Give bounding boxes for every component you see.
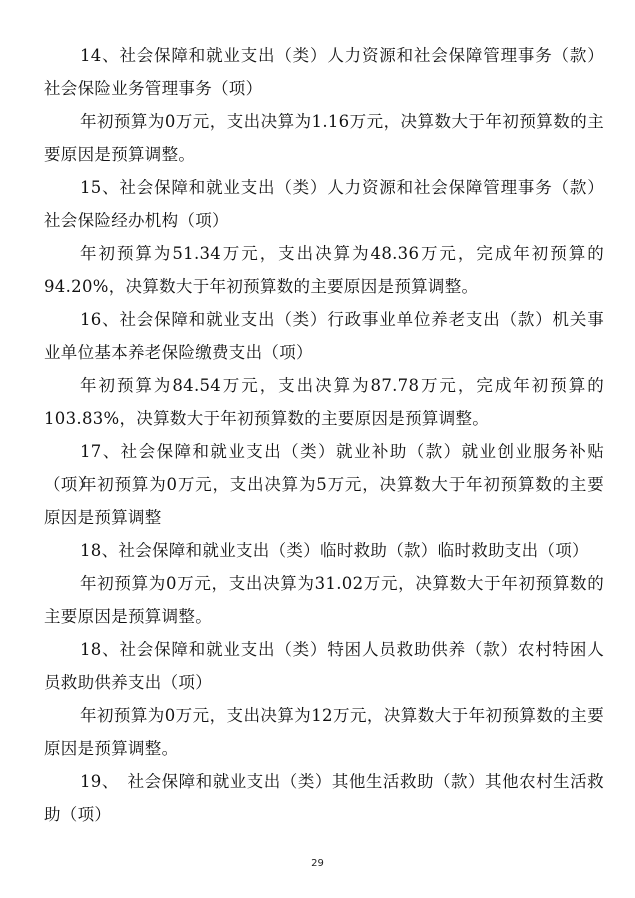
item-18-heading: 18、社会保障和就业支出（类）临时救助（款）临时救助支出（项） (80, 541, 589, 560)
item-14-heading: 14、社会保障和就业支出（类）人力资源和社会保障管理事务（款）社会保险业务管理事务（项） (44, 46, 604, 98)
item-19-heading: 19、 社会保障和就业支出（类）其他生活救助（款）其他农村生活救助（项） (44, 772, 604, 824)
item-15-heading: 15、社会保障和就业支出（类）人力资源和社会保障管理事务（款） 社会保险经办机构（项） (44, 178, 604, 230)
item-14-explanation: 年初预算为0万元，支出决算为1.16万元，决算数大于年初预算数的主要原因是预算调整。 (44, 112, 604, 164)
item-17-heading: 17、社会保障和就业支出（类）就业补助（款）就业创业服务补贴（项） (44, 442, 604, 494)
item-15-explanation: 年初预算为51.34万元，支出决算为48.36万元，完成年初预算的94.20%，决算数大于年初预算数的主要原因是预算调整。 (44, 244, 604, 296)
item-18b-explanation: 年初预算为0万元，支出决算为12万元，决算数大于年初预算数的主要原因是预算调整。 (44, 706, 604, 758)
item-16-explanation: 年初预算为84.54万元，支出决算为87.78万元，完成年初预算的103.83%，决算数大于年初预算数的主要原因是预算调整。 (44, 376, 604, 428)
item-16-heading: 16、社会保障和就业支出（类）行政事业单位养老支出（款）机关事业单位基本养老保险缴费支出（项） (44, 310, 604, 362)
item-17-explanation: 年初预算为0万元，支出决算为5万元，决算数大于年初预算数的主要原因是预算调整 (44, 475, 604, 527)
page-number: 29 (311, 858, 324, 869)
item-18-explanation: 年初预算为0万元，支出决算为31.02万元，决算数大于年初预算数的主要原因是预算调整。 (44, 574, 604, 626)
item-18b-heading: 18、社会保障和就业支出（类）特困人员救助供养（款）农村特困人员救助供养支出（项） (44, 640, 604, 692)
